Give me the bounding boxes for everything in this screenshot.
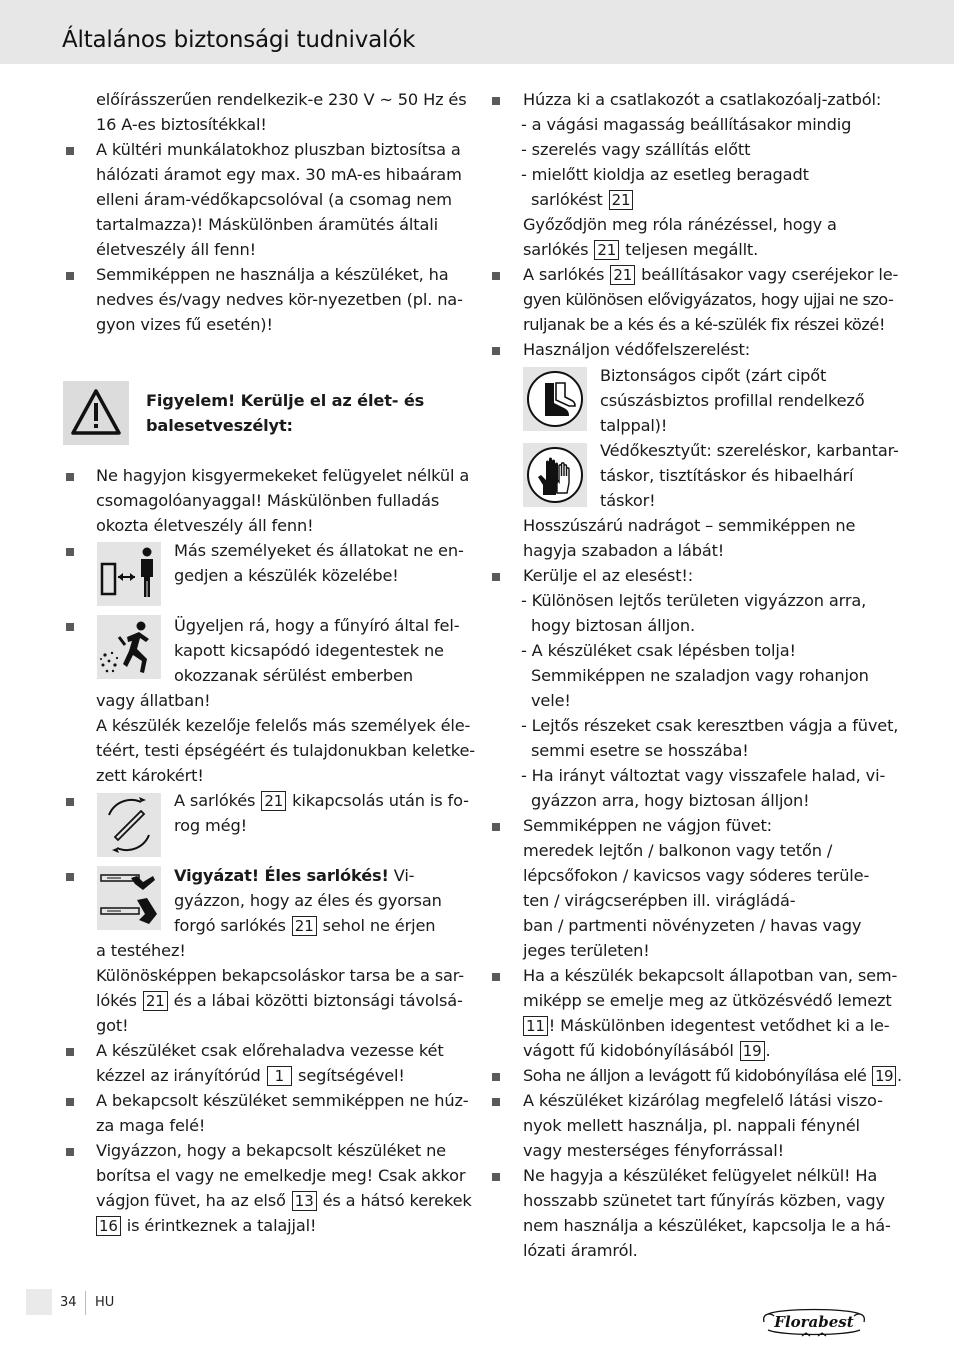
text-line: zett károkért! [96, 766, 204, 785]
text-line: semmi esetre se hosszába! [531, 741, 749, 760]
text-fragment: ! Máskülönben idegentest vetődhet ki a le- [548, 1016, 890, 1035]
text-fragment: kézzel az irányítórúd [96, 1066, 261, 1085]
part-number-badge: 21 [594, 240, 619, 260]
text-line: Győződjön meg róla ránézéssel, hogy a [523, 215, 837, 234]
text-line: hálózati áramot egy max. 30 mA-es hibaáram [96, 165, 462, 184]
text-line: A készüléket csak előrehaladva vezesse két [96, 1041, 444, 1060]
text-fragment: Vi- [393, 866, 415, 885]
caution-label: Vigyázat! Éles sarlókés! [174, 866, 389, 885]
text-fragment: vágott fű kidobónyílásából [523, 1041, 734, 1060]
part-number-badge: 21 [610, 265, 635, 285]
text-line [96, 988, 463, 1013]
bullet-icon [492, 272, 500, 280]
text-fragment: sehol ne érjen [322, 916, 436, 935]
text-line [174, 913, 435, 938]
text-line: talppal)! [600, 416, 668, 435]
text-fragment: A sarlókés [174, 791, 256, 810]
text-fragment: és a hátsó kerekek [322, 1191, 472, 1210]
bullet-icon [66, 623, 74, 631]
text-line: okozta életveszély áll fenn! [96, 516, 314, 535]
sharp-blade-icon [97, 866, 161, 930]
brand-logo [762, 1306, 866, 1344]
text-line: ten / virágcserépben ill. virágládá- [523, 891, 796, 910]
text-line: - Ha irányt változtat vagy visszafele halad, vi- [521, 766, 886, 785]
bullet-icon [492, 347, 500, 355]
text-line: hagyja szabadon a lábát! [523, 541, 725, 560]
text-fragment: lókés [96, 991, 137, 1010]
page-number: 34 [60, 1295, 77, 1310]
text-line: nyok mellett használja, pl. nappali fénynél [523, 1116, 860, 1135]
text-line: - szerelés vagy szállítás előtt [521, 140, 751, 159]
text-fragment: is érintkeznek a talajjal! [126, 1216, 317, 1235]
divider [85, 1291, 86, 1315]
text-line: A készüléket kizárólag megfelelő látási viszo- [523, 1091, 883, 1110]
text-line: Különösképpen bekapcsoláskor tarsa be a sar- [96, 966, 464, 985]
text-line: tartalmazza)! Máskülönben áramütés általi [96, 215, 438, 234]
text-line: a testéhez! [96, 941, 186, 960]
text-line: kapott kicsapódó idegentestek ne [174, 641, 444, 660]
text-line: elleni áram-védőkapcsolóval (a csomag nem [96, 190, 452, 209]
text-line: rog még! [174, 816, 247, 835]
part-number-badge: 19 [872, 1066, 896, 1086]
text-fragment: beállításakor vagy cseréjekor le- [641, 265, 899, 284]
text-line: - Lejtős részeket csak keresztben vágja a füvet, [521, 716, 899, 735]
text-line [523, 1063, 902, 1088]
language-code: HU [95, 1295, 115, 1310]
part-number-badge: 16 [96, 1216, 121, 1236]
page-header [0, 0, 954, 64]
part-number-badge: 11 [523, 1016, 548, 1036]
text-line: borítsa el vagy ne emelkedje meg! Csak akkor [96, 1166, 466, 1185]
text-line: Semmiképpen ne szaladjon vagy rohanjon [531, 666, 869, 685]
text-line: ruljanak be a kés és a ké-szülék fix részei közé! [523, 315, 885, 334]
text-line: Használjon védőfelszerelést: [523, 340, 751, 359]
text-fragment: sarlókés [523, 240, 589, 259]
part-number-badge: 21 [609, 190, 634, 210]
bullet-icon [492, 1073, 500, 1081]
bullet-icon [66, 473, 74, 481]
text-line: Ne hagyjon kisgyermekeket felügyelet nélkül a [96, 466, 470, 485]
bullet-icon [492, 1098, 500, 1106]
text-line: gedjen a készülék közelébe! [174, 566, 399, 585]
bullet-icon [66, 1148, 74, 1156]
text-line [174, 863, 414, 888]
bullet-icon [492, 573, 500, 581]
text-fragment: . [765, 1041, 771, 1060]
text-line [523, 262, 898, 287]
text-line: ban / partmenti növényzeten / havas vagy [523, 916, 862, 935]
text-line: Védőkesztyűt: szereléskor, karbantar- [600, 441, 899, 460]
text-line: Semmiképpen ne használja a készüléket, ha [96, 265, 449, 284]
text-line: hogy biztosan álljon. [531, 616, 696, 635]
text-line: gyon vizes fű esetén)! [96, 315, 273, 334]
bullet-icon [492, 973, 500, 981]
text-line: gyen különösen elővigyázatos, hogy ujjai ne szo- [523, 290, 894, 309]
text-line [96, 1213, 316, 1238]
text-fragment: vágjon füvet, ha az első [96, 1191, 286, 1210]
text-line: vagy mesterséges fényforrással! [523, 1141, 784, 1160]
text-line: táskor, tisztításkor és hibaelhárí [600, 466, 854, 485]
text-line [96, 1063, 405, 1088]
part-number-badge: 19 [740, 1041, 765, 1061]
text-fragment: teljesen megállt. [625, 240, 759, 259]
text-line: miképp se emelje meg az ütközésvédő lemezt [523, 991, 892, 1010]
text-line: - a vágási magasság beállításakor mindig [521, 115, 852, 134]
text-line: vagy állatban! [96, 691, 211, 710]
text-line [531, 187, 634, 212]
text-line: jeges területen! [523, 941, 650, 960]
text-line: nedves és/vagy nedves kör-nyezetben (pl. na- [96, 290, 463, 309]
text-line [96, 1188, 472, 1213]
text-line: za maga felé! [96, 1116, 206, 1135]
text-line [523, 1038, 771, 1063]
text-fragment: Soha ne álljon a levágott fű kidobónyílása elé [523, 1066, 867, 1085]
bullet-icon [66, 798, 74, 806]
text-line: táskor! [600, 491, 656, 510]
text-line: Ha a készülék bekapcsolt állapotban van, sem- [523, 966, 898, 985]
part-number-badge: 21 [143, 991, 168, 1011]
part-number-badge: 1 [267, 1066, 292, 1086]
flying-debris-icon [97, 615, 161, 679]
text-line: gyázzon, hogy az éles és gyorsan [174, 891, 442, 910]
bullet-icon [66, 548, 74, 556]
bullet-icon [66, 1048, 74, 1056]
text-fragment: kikapcsolás után is fo- [292, 791, 469, 810]
bullet-icon [66, 272, 74, 280]
text-line: Más személyeket és állatokat ne en- [174, 541, 464, 560]
text-line: téért, testi épségéért és tulajdonukban keletke- [96, 741, 475, 760]
text-line: A kültéri munkálatokhoz pluszban biztosítsa a [96, 140, 461, 159]
text-line: A bekapcsolt készüléket semmiképpen ne húz- [96, 1091, 469, 1110]
page-marker [26, 1289, 52, 1315]
part-number-badge: 21 [261, 791, 286, 811]
part-number-badge: 21 [292, 916, 317, 936]
bullet-icon [66, 147, 74, 155]
text-fragment: A sarlókés [523, 265, 605, 284]
text-line: - A készüléket csak lépésben tolja! [521, 641, 796, 660]
bullet-icon [66, 873, 74, 881]
text-line [523, 237, 758, 262]
text-line: Hosszúszárú nadrágot – semmiképpen ne [523, 516, 856, 535]
text-line: Húzza ki a csatlakozót a csatlakozóalj-zatból: [523, 90, 882, 109]
text-line: lózati áramról. [523, 1241, 638, 1260]
warning-heading: Figyelem! Kerülje el az élet- és [146, 391, 425, 410]
bullet-icon [492, 823, 500, 831]
bullet-icon [492, 1173, 500, 1181]
warning-triangle-icon [63, 381, 129, 445]
text-line: okozzanak sérülést emberben [174, 666, 413, 685]
text-line: Kerülje el az elesést!: [523, 566, 694, 585]
keep-distance-icon [97, 542, 161, 606]
text-line: 16 A-es biztosítékkal! [96, 115, 267, 134]
text-line: Vigyázzon, hogy a bekapcsolt készüléket ne [96, 1141, 446, 1160]
text-fragment: . [896, 1066, 902, 1085]
page-title: Általános biztonsági tudnivalók [62, 27, 416, 53]
brand-name: Florabest [774, 1313, 854, 1331]
bullet-icon [492, 97, 500, 105]
text-line: - mielőtt kioldja az esetleg beragadt [521, 165, 809, 184]
safety-shoe-icon [523, 367, 587, 431]
text-line [174, 788, 469, 813]
text-line: csomagolóanyaggal! Máskülönben fulladás [96, 491, 440, 510]
text-line: nem használja a készüléket, kapcsolja le a há- [523, 1216, 891, 1235]
protective-glove-icon [523, 443, 587, 507]
text-line: Ne hagyja a készüléket felügyelet nélkül! Ha [523, 1166, 878, 1185]
text-fragment: sarlókést [531, 190, 603, 209]
text-line: hosszabb szünetet tart fűnyírás közben, vagy [523, 1191, 885, 1210]
text-line: A készülék kezelője felelős más személyek éle- [96, 716, 471, 735]
text-fragment: forgó sarlókés [174, 916, 286, 935]
text-line: lépcsőfokon / kavicsos vagy sóderes terüle- [523, 866, 870, 885]
text-line: életveszély áll fenn! [96, 240, 256, 259]
text-line: előírásszerűen rendelkezik-e 230 V ~ 50 Hz és [96, 90, 467, 109]
part-number-badge: 13 [292, 1191, 317, 1211]
text-line: vele! [531, 691, 571, 710]
text-line: Ügyeljen rá, hogy a fűnyíró által fel- [174, 616, 460, 635]
text-line: csúszásbiztos profillal rendelkező [600, 391, 865, 410]
text-line: Semmiképpen ne vágjon füvet: [523, 816, 772, 835]
text-line: got! [96, 1016, 129, 1035]
text-line: Biztonságos cipőt (zárt cipőt [600, 366, 827, 385]
text-line [523, 1013, 890, 1038]
text-line: meredek lejtőn / balkonon vagy tetőn / [523, 841, 833, 860]
warning-heading: balesetveszélyt: [146, 416, 293, 435]
text-fragment: és a lábai közötti biztonsági távolsá- [173, 991, 463, 1010]
rotating-blade-icon [97, 793, 161, 857]
bullet-icon [66, 1098, 74, 1106]
text-fragment: segítségével! [298, 1066, 405, 1085]
text-line: - Különösen lejtős területen vigyázzon arra, [521, 591, 867, 610]
text-line: gyázzon arra, hogy biztosan álljon! [531, 791, 810, 810]
